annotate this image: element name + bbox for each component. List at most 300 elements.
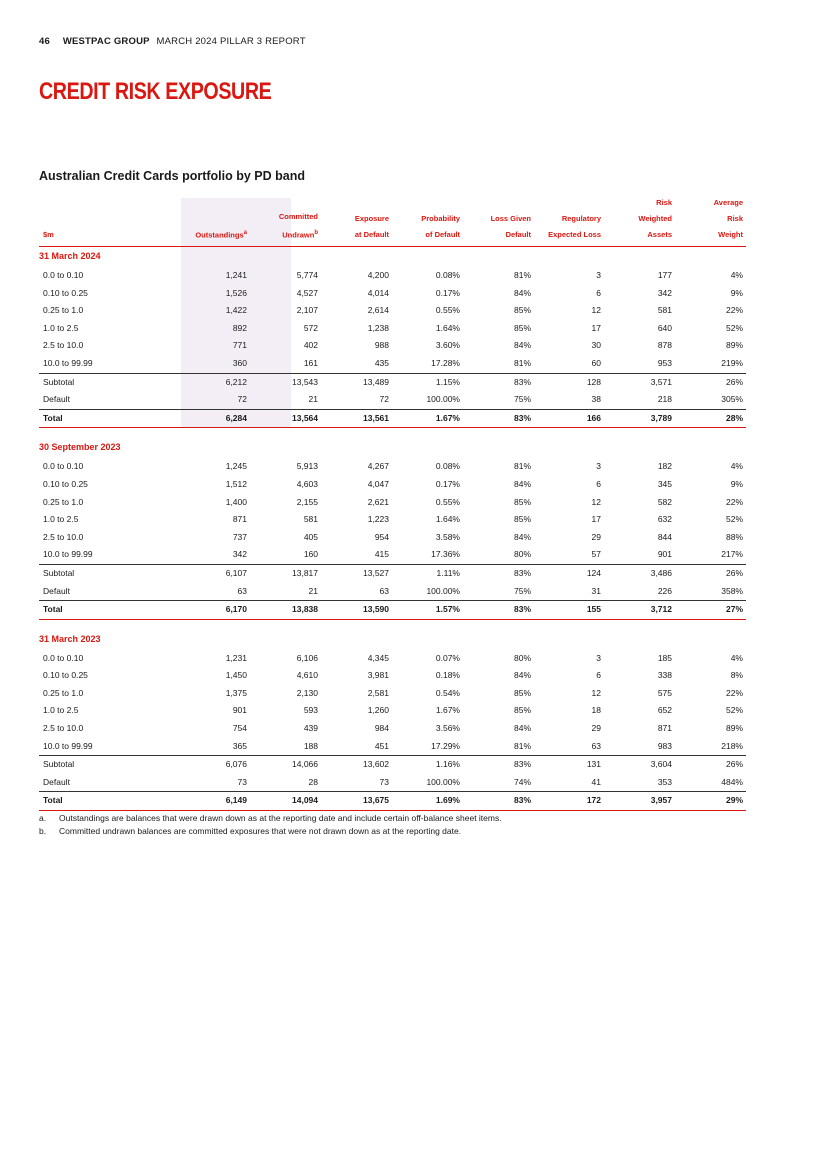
column-header-c5: [451, 211, 531, 243]
column-header-c4: [380, 211, 460, 243]
table-cell: 4,345: [367, 652, 389, 663]
column-header-line: Assets: [647, 230, 672, 239]
table-row: [39, 458, 746, 476]
page-number: 46: [39, 36, 50, 47]
group-name: WESTPAC GROUP: [62, 36, 150, 47]
table-cell: 9%: [730, 287, 743, 298]
table-cell: 6,106: [296, 652, 318, 663]
table-row: [39, 755, 746, 774]
table-cell: 581: [657, 305, 672, 316]
table-cell: 0.10 to 0.25: [43, 478, 88, 489]
table-cell: 901: [657, 549, 672, 560]
table-cell: 83%: [513, 795, 531, 806]
section-gap: [39, 428, 746, 438]
table-cell: 2,581: [367, 687, 389, 698]
table-cell: 575: [657, 687, 672, 698]
table-cell: 640: [657, 322, 672, 333]
table-cell: 338: [657, 670, 672, 681]
table-cell: 988: [374, 340, 389, 351]
table-cell: 3.56%: [435, 723, 460, 734]
table-cell: 161: [303, 357, 318, 368]
table-cell: 1,526: [225, 287, 247, 298]
table-cell: 2,614: [367, 305, 389, 316]
table-cell: 63: [591, 740, 601, 751]
table-cell: 8%: [730, 670, 743, 681]
table-cell: 4,200: [367, 270, 389, 280]
table-cell: 10.0 to 99.99: [43, 740, 93, 751]
table-cell: 0.55%: [435, 305, 460, 316]
table-cell: 878: [657, 340, 672, 351]
footnote-label: a.: [39, 813, 47, 823]
table-header: [39, 198, 746, 247]
table-cell: 80%: [513, 549, 531, 560]
table-row: [39, 391, 746, 409]
table-cell: 73: [379, 776, 389, 787]
table-cell: 17: [591, 514, 601, 525]
table-cell: 12: [591, 305, 601, 316]
table-row: [39, 600, 746, 620]
table-cell: 75%: [513, 585, 531, 596]
table-cell: 342: [232, 549, 247, 560]
table-row: [39, 529, 746, 547]
table-cell: 6,170: [225, 604, 247, 615]
table-row: [39, 702, 746, 720]
table-cell: 652: [657, 705, 672, 716]
table-cell: 2,107: [296, 305, 318, 316]
table-cell: 0.18%: [435, 670, 460, 681]
table-cell: 81%: [513, 740, 531, 751]
table-cell: 17.28%: [431, 357, 460, 368]
table-cell: 901: [232, 705, 247, 716]
table-cell: 21: [308, 394, 318, 405]
table-cell: 3,604: [650, 759, 672, 770]
column-header-c7: [592, 195, 672, 243]
table-cell: Subtotal: [43, 376, 75, 387]
column-header-c3: [309, 211, 389, 243]
table-cell: 9%: [730, 478, 743, 489]
table-cell: 4%: [730, 461, 743, 472]
table-cell: 84%: [513, 531, 531, 542]
table-cell: 572: [303, 322, 318, 333]
table-cell: 28%: [725, 412, 743, 423]
table-row: [39, 720, 746, 738]
table-cell: 0.25 to 1.0: [43, 687, 84, 698]
table-cell: 85%: [513, 305, 531, 316]
table-cell: 4,014: [367, 287, 389, 298]
table-row: [39, 373, 746, 392]
column-header-line: at Default: [354, 230, 389, 239]
table-cell: 4,267: [367, 461, 389, 472]
table-cell: 63: [237, 585, 247, 596]
table-row: [39, 774, 746, 792]
table-cell: 100.00%: [426, 585, 460, 596]
column-header-c1: [167, 225, 247, 244]
table-cell: 26%: [725, 759, 743, 770]
table-cell: 305%: [721, 394, 743, 405]
table-cell: 27%: [725, 604, 743, 615]
table-cell: 85%: [513, 514, 531, 525]
table-cell: 84%: [513, 287, 531, 298]
table-cell: 185: [657, 652, 672, 663]
table-cell: 754: [232, 723, 247, 734]
column-header-line: Default: [505, 230, 531, 239]
table-cell: 1,238: [367, 322, 389, 333]
column-header-line: Outstandings: [195, 230, 244, 239]
table-cell: 1,400: [225, 496, 247, 507]
table-cell: 3.58%: [435, 531, 460, 542]
table-cell: 1,231: [225, 652, 247, 663]
table-cell: 84%: [513, 723, 531, 734]
table-cell: 582: [657, 496, 672, 507]
table-cell: 57: [591, 549, 601, 560]
table-cell: 415: [374, 549, 389, 560]
table-cell: 871: [657, 723, 672, 734]
table-cell: 17.36%: [431, 549, 460, 560]
table-row: [39, 650, 746, 668]
table-cell: 12: [591, 496, 601, 507]
table-cell: 155: [586, 604, 601, 615]
table-cell: 0.0 to 0.10: [43, 652, 84, 663]
column-header-line: Risk: [727, 214, 743, 223]
table-cell: 6: [596, 287, 601, 298]
table-cell: 166: [586, 412, 601, 423]
table-cell: 3: [596, 270, 601, 280]
footnote-marker: a: [243, 229, 247, 236]
table-cell: 0.17%: [435, 287, 460, 298]
table-cell: 13,527: [363, 567, 389, 578]
table-cell: 953: [657, 357, 672, 368]
table-cell: 22%: [725, 496, 743, 507]
table-cell: 218%: [721, 740, 743, 751]
table-cell: 5,913: [296, 461, 318, 472]
table-cell: 871: [232, 514, 247, 525]
table-cell: 0.10 to 0.25: [43, 287, 88, 298]
table-cell: 6: [596, 478, 601, 489]
table-cell: 342: [657, 287, 672, 298]
table-cell: 21: [308, 585, 318, 596]
table-cell: 100.00%: [426, 776, 460, 787]
table-cell: Total: [43, 604, 63, 615]
table-cell: 1.0 to 2.5: [43, 705, 79, 716]
table-cell: 954: [374, 531, 389, 542]
table-cell: 188: [303, 740, 318, 751]
footnote: [39, 812, 502, 825]
table-cell: 1,245: [225, 461, 247, 472]
table-cell: 0.10 to 0.25: [43, 670, 88, 681]
table-cell: 451: [374, 740, 389, 751]
table-cell: 17.29%: [431, 740, 460, 751]
table-cell: 72: [237, 394, 247, 405]
column-header-line: Weight: [718, 230, 743, 239]
table-cell: 13,564: [292, 412, 318, 423]
table-cell: 737: [232, 531, 247, 542]
table-cell: 74%: [513, 776, 531, 787]
table-cell: 52%: [725, 514, 743, 525]
table-cell: 1,450: [225, 670, 247, 681]
column-header-line: $m: [43, 230, 54, 239]
table-cell: 18: [591, 705, 601, 716]
table-cell: 1.67%: [435, 412, 460, 423]
table-cell: 1.64%: [435, 514, 460, 525]
table-cell: 1.11%: [436, 567, 460, 578]
table-cell: Total: [43, 795, 63, 806]
table-cell: Default: [43, 585, 70, 596]
table-cell: 172: [586, 795, 601, 806]
table-row: [39, 667, 746, 685]
table-row: [39, 409, 746, 429]
table-row: [39, 267, 746, 285]
table-row: [39, 476, 746, 494]
table-cell: 217%: [721, 549, 743, 560]
table-cell: 6: [596, 670, 601, 681]
table-cell: 1.16%: [435, 759, 460, 770]
table-cell: 89%: [725, 723, 743, 734]
table-cell: 3,486: [650, 567, 672, 578]
table-cell: 41: [591, 776, 601, 787]
table-cell: 83%: [513, 604, 531, 615]
table-cell: 177: [657, 270, 672, 280]
table-cell: 38: [591, 394, 601, 405]
table-cell: 1.69%: [435, 795, 460, 806]
table-cell: 31: [591, 585, 601, 596]
column-header-line: Probability: [421, 214, 460, 223]
table-cell: 12: [591, 687, 601, 698]
table-cell: 1.15%: [435, 376, 460, 387]
table-cell: 218: [657, 394, 672, 405]
column-header-c6: [521, 211, 601, 243]
table-cell: 226: [657, 585, 672, 596]
table-row: [39, 564, 746, 583]
table-cell: 60: [591, 357, 601, 368]
table-cell: 405: [303, 531, 318, 542]
table-cell: 1,375: [225, 687, 247, 698]
table-cell: 0.54%: [435, 687, 460, 698]
table-cell: 81%: [513, 357, 531, 368]
table-cell: 844: [657, 531, 672, 542]
table-row: [39, 791, 746, 811]
table-cell: 73: [237, 776, 247, 787]
column-header-c8: [663, 195, 743, 243]
table-cell: 13,489: [363, 376, 389, 387]
table-cell: 14,066: [292, 759, 318, 770]
footnote-text: Outstandings are balances that were drawn down as at the reporting date and include certain off-balance sheet items.: [59, 813, 502, 823]
table-cell: 2.5 to 10.0: [43, 723, 84, 734]
table-cell: 124: [586, 567, 601, 578]
table-cell: 22%: [725, 305, 743, 316]
table-cell: 632: [657, 514, 672, 525]
table-cell: 72: [379, 394, 389, 405]
table-row: [39, 494, 746, 512]
table-cell: 13,838: [292, 604, 318, 615]
table-cell: 6,107: [225, 567, 247, 578]
column-header-line: Expected Loss: [548, 230, 601, 239]
table-cell: 2,621: [367, 496, 389, 507]
table-cell: 0.17%: [435, 478, 460, 489]
footnote-marker: b: [314, 229, 318, 236]
table-cell: 3.60%: [435, 340, 460, 351]
table-cell: 1.0 to 2.5: [43, 322, 79, 333]
table-cell: 13,543: [292, 376, 318, 387]
table-title: Australian Credit Cards portfolio by PD band: [39, 169, 305, 183]
table-cell: 365: [232, 740, 247, 751]
table-cell: 88%: [725, 531, 743, 542]
table-cell: 22%: [725, 687, 743, 698]
column-header-line: Regulatory: [561, 214, 601, 223]
table-cell: 84%: [513, 478, 531, 489]
table-cell: 1,512: [225, 478, 247, 489]
table-cell: 3: [596, 461, 601, 472]
table-cell: 484%: [721, 776, 743, 787]
table-cell: 13,817: [292, 567, 318, 578]
table-cell: 0.0 to 0.10: [43, 461, 84, 472]
column-header-line: Weighted: [638, 214, 672, 223]
table-cell: 84%: [513, 340, 531, 351]
column-header-line: Loss Given: [490, 214, 531, 223]
table-cell: 85%: [513, 687, 531, 698]
pd-band-table: [39, 198, 746, 811]
table-cell: 29%: [725, 795, 743, 806]
table-cell: 1,241: [225, 270, 247, 280]
section-title: 31 March 2023: [39, 633, 101, 644]
table-cell: 1.64%: [435, 322, 460, 333]
table-cell: 4%: [730, 652, 743, 663]
table-cell: 28: [308, 776, 318, 787]
table-cell: 52%: [725, 322, 743, 333]
table-cell: 81%: [513, 461, 531, 472]
table-cell: 358%: [721, 585, 743, 596]
table-cell: 0.08%: [435, 461, 460, 472]
table-cell: 2.5 to 10.0: [43, 340, 84, 351]
table-cell: 771: [232, 340, 247, 351]
footnote: [39, 825, 502, 838]
table-cell: Default: [43, 394, 70, 405]
table-cell: 1,260: [367, 705, 389, 716]
table-cell: 29: [591, 531, 601, 542]
table-cell: 131: [586, 759, 601, 770]
section-gap: [39, 620, 746, 630]
table-cell: 435: [374, 357, 389, 368]
table-cell: 13,675: [363, 795, 389, 806]
column-header-line: Committed: [278, 211, 318, 221]
table-cell: 75%: [513, 394, 531, 405]
table-cell: 85%: [513, 322, 531, 333]
table-cell: 439: [303, 723, 318, 734]
table-cell: 100.00%: [426, 394, 460, 405]
table-cell: 1,422: [225, 305, 247, 316]
table-row: [39, 285, 746, 303]
page-header: [39, 36, 306, 47]
table-cell: 0.25 to 1.0: [43, 305, 84, 316]
footnote-label: b.: [39, 826, 47, 836]
table-cell: 10.0 to 99.99: [43, 549, 93, 560]
section-title: 30 September 2023: [39, 442, 121, 453]
column-header-line: of Default: [425, 230, 460, 239]
table-cell: 85%: [513, 705, 531, 716]
table-cell: 581: [303, 514, 318, 525]
table-cell: 983: [657, 740, 672, 751]
column-header-line: Risk: [656, 198, 672, 207]
table-cell: 89%: [725, 340, 743, 351]
table-cell: 1.57%: [435, 604, 460, 615]
table-cell: 13,561: [363, 412, 389, 423]
table-row: [39, 583, 746, 601]
table-cell: 0.07%: [435, 652, 460, 663]
table-cell: 52%: [725, 705, 743, 716]
table-cell: 3,957: [650, 795, 672, 806]
table-cell: 2.5 to 10.0: [43, 531, 84, 542]
footnote-text: Committed undrawn balances are committed exposures that were not drawn down as at the reporting date.: [59, 826, 462, 836]
table-cell: Subtotal: [43, 759, 75, 770]
table-cell: 83%: [513, 412, 531, 423]
table-cell: Total: [43, 412, 63, 423]
table-cell: 1.67%: [435, 705, 460, 716]
table-row: [39, 355, 746, 373]
table-cell: 26%: [725, 376, 743, 387]
table-cell: 3,789: [650, 412, 672, 423]
table-row: [39, 685, 746, 703]
table-cell: 353: [657, 776, 672, 787]
table-cell: 593: [303, 705, 318, 716]
table-cell: 83%: [513, 567, 531, 578]
table-cell: 6,076: [225, 759, 247, 770]
table-cell: 3,981: [367, 670, 389, 681]
table-cell: 0.08%: [435, 270, 460, 280]
table-cell: 160: [303, 549, 318, 560]
column-header-c2: [238, 209, 318, 244]
column-header-line: Undrawn: [282, 230, 315, 239]
table-row: [39, 302, 746, 320]
table-cell: 402: [303, 340, 318, 351]
table-row: [39, 511, 746, 529]
table-cell: 17: [591, 322, 601, 333]
table-cell: 2,155: [296, 496, 318, 507]
table-cell: 182: [657, 461, 672, 472]
table-cell: 4,527: [296, 287, 318, 298]
table-cell: 30: [591, 340, 601, 351]
section-title: 31 March 2024: [39, 251, 101, 261]
report-name: MARCH 2024 PILLAR 3 REPORT: [156, 36, 306, 47]
column-header-c0: [43, 227, 54, 243]
table-row: [39, 546, 746, 564]
table-cell: 81%: [513, 270, 531, 280]
table-cell: 345: [657, 478, 672, 489]
table-cell: 10.0 to 99.99: [43, 357, 93, 368]
table-cell: 1.0 to 2.5: [43, 514, 79, 525]
table-cell: 0.55%: [435, 496, 460, 507]
table-cell: 6,149: [225, 795, 247, 806]
table-cell: 3,712: [650, 604, 672, 615]
table-cell: 85%: [513, 496, 531, 507]
table-row: [39, 337, 746, 355]
table-cell: 4,610: [296, 670, 318, 681]
table-cell: 892: [232, 322, 247, 333]
table-cell: 0.0 to 0.10: [43, 270, 84, 280]
table-cell: 360: [232, 357, 247, 368]
footnotes: [39, 812, 502, 838]
table-cell: 219%: [721, 357, 743, 368]
table-cell: 3: [596, 652, 601, 663]
table-cell: 84%: [513, 670, 531, 681]
table-cell: 83%: [513, 759, 531, 770]
table-cell: 26%: [725, 567, 743, 578]
table-cell: 14,094: [292, 795, 318, 806]
table-cell: 83%: [513, 376, 531, 387]
table-cell: 4,603: [296, 478, 318, 489]
table-cell: 6,212: [225, 376, 247, 387]
column-header-line: Exposure: [354, 214, 389, 223]
table-cell: 63: [379, 585, 389, 596]
table-cell: 29: [591, 723, 601, 734]
